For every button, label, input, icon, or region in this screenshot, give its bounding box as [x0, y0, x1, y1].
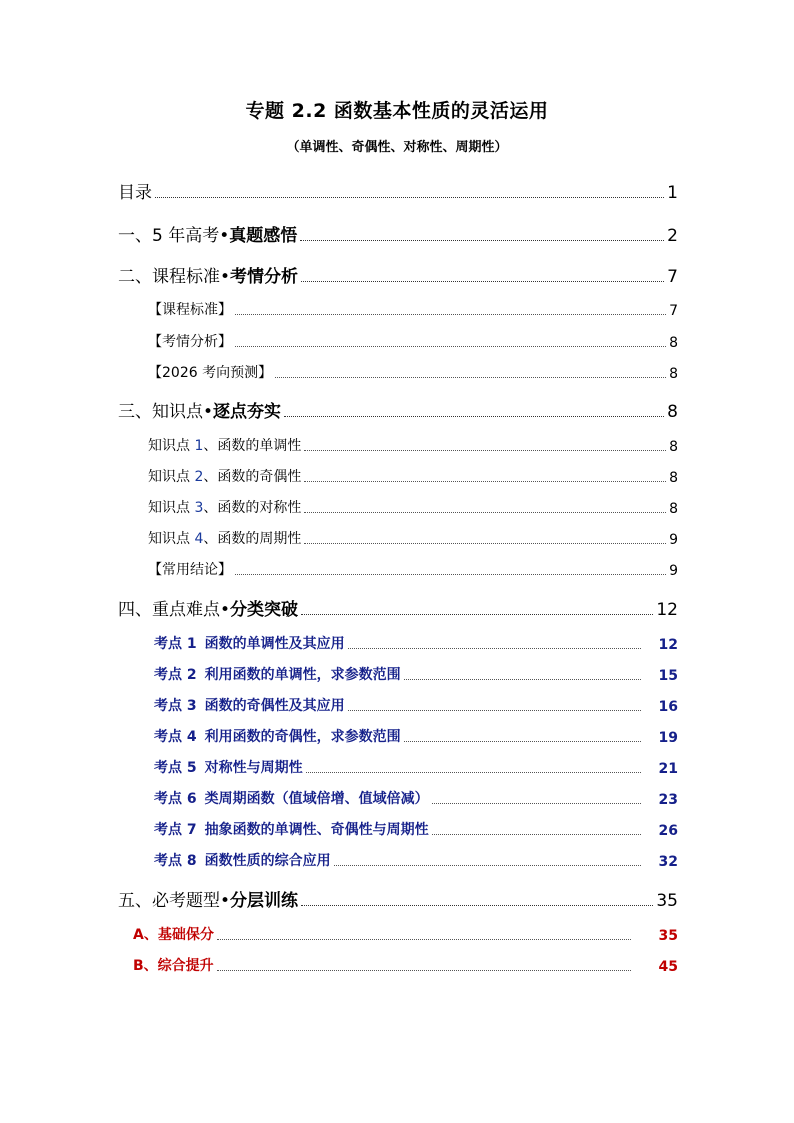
dot-leader — [301, 613, 653, 615]
toc-label: B、综合提升 — [133, 958, 214, 974]
toc-page: 9 — [669, 532, 678, 548]
dot-leader — [217, 938, 631, 940]
toc-page: 23 — [658, 792, 678, 808]
dot-leader — [304, 449, 666, 451]
toc-entry-knowledge-1[interactable] — [148, 435, 678, 455]
toc-page: 7 — [667, 267, 678, 287]
toc-entry-exam-point-8[interactable] — [154, 850, 678, 870]
toc-entry-contents[interactable] — [118, 178, 678, 203]
toc-page: 15 — [658, 668, 678, 684]
toc-label: A、基础保分 — [133, 927, 214, 943]
dot-leader — [432, 833, 641, 835]
toc-label: 【考情分析】 — [148, 334, 232, 350]
toc-label: 考点 7 抽象函数的单调性、奇偶性与周期性 — [154, 822, 429, 838]
toc-label: 一、5 年高考•真题感悟 — [118, 226, 298, 246]
toc-label: 五、必考题型•分层训练 — [118, 891, 299, 911]
toc-entry-forecast[interactable] — [148, 362, 678, 382]
toc-entry-exam-point-4[interactable] — [154, 726, 678, 746]
toc-label: 考点 8 函数性质的综合应用 — [154, 853, 331, 869]
toc-page: 26 — [658, 823, 678, 839]
toc-entry-exam-analysis[interactable] — [148, 331, 678, 351]
toc-entry-exam-point-2[interactable] — [154, 664, 678, 684]
dot-leader — [155, 196, 664, 198]
toc-page: 19 — [658, 730, 678, 746]
dot-leader — [306, 771, 641, 773]
toc-label: 考点 6 类周期函数（值域倍增、值域倍减） — [154, 791, 429, 807]
toc-label: 考点 4 利用函数的奇偶性，求参数范围 — [154, 729, 401, 745]
toc-page: 35 — [658, 928, 678, 944]
toc-label: 三、知识点•逐点夯实 — [118, 402, 282, 422]
toc-entry-exam-point-5[interactable] — [154, 757, 678, 777]
toc-page: 8 — [669, 501, 678, 517]
toc-page: 7 — [669, 303, 678, 319]
toc-entry-knowledge-2[interactable] — [148, 466, 678, 486]
toc-label: 【课程标准】 — [148, 302, 232, 318]
document-subtitle: （单调性、奇偶性、对称性、周期性） — [286, 140, 508, 155]
dot-leader — [301, 280, 664, 282]
toc-page: 8 — [669, 470, 678, 486]
toc-label: 考点 2 利用函数的单调性，求参数范围 — [154, 667, 401, 683]
toc-label: 知识点 2、函数的奇偶性 — [148, 469, 302, 485]
toc-page: 1 — [667, 183, 678, 203]
toc-entry-common-conclusions[interactable] — [148, 559, 678, 579]
toc-entry-course-standard[interactable] — [148, 299, 678, 319]
toc-entry-section-2[interactable] — [118, 262, 678, 287]
toc-entry-exam-point-3[interactable] — [154, 695, 678, 715]
toc-page: 35 — [656, 891, 678, 911]
dot-leader — [304, 542, 666, 544]
toc-page: 8 — [669, 439, 678, 455]
toc-entry-exam-point-1[interactable] — [154, 633, 678, 653]
toc-page: 8 — [669, 335, 678, 351]
toc-entry-knowledge-3[interactable] — [148, 497, 678, 517]
toc-page: 16 — [658, 699, 678, 715]
toc-page: 12 — [658, 637, 678, 653]
toc-label: 知识点 4、函数的周期性 — [148, 531, 302, 547]
toc-page: 12 — [656, 600, 678, 620]
toc-label: 知识点 3、函数的对称性 — [148, 500, 302, 516]
dot-leader — [217, 969, 631, 971]
dot-leader — [334, 864, 641, 866]
toc-label: 考点 3 函数的奇偶性及其应用 — [154, 698, 345, 714]
dot-leader — [404, 740, 641, 742]
document-title: 专题 2.2 函数基本性质的灵活运用 — [245, 100, 549, 122]
dot-leader — [432, 802, 641, 804]
dot-leader — [235, 345, 666, 347]
dot-leader — [304, 480, 666, 482]
toc-page: 32 — [658, 854, 678, 870]
toc-page: 8 — [667, 402, 678, 422]
toc-label: 考点 5 对称性与周期性 — [154, 760, 303, 776]
toc-entry-section-5[interactable] — [118, 886, 678, 911]
dot-leader — [304, 511, 666, 513]
dot-leader — [404, 678, 641, 680]
dot-leader — [275, 376, 666, 378]
dot-leader — [348, 709, 641, 711]
toc-label: 二、课程标准•考情分析 — [118, 267, 299, 287]
dot-leader — [300, 239, 664, 241]
toc-label: 知识点 1、函数的单调性 — [148, 438, 302, 454]
toc-page: 9 — [669, 563, 678, 579]
toc-label: 目录 — [118, 183, 152, 203]
dot-leader — [284, 415, 664, 417]
toc-label: 【常用结论】 — [148, 562, 232, 578]
dot-leader — [235, 313, 666, 315]
toc-page: 21 — [658, 761, 678, 777]
toc-entry-exam-point-7[interactable] — [154, 819, 678, 839]
toc-entry-knowledge-4[interactable] — [148, 528, 678, 548]
dot-leader — [235, 573, 666, 575]
toc-entry-basic-training[interactable] — [133, 924, 678, 944]
toc-label: 考点 1 函数的单调性及其应用 — [154, 636, 345, 652]
toc-label: 四、重点难点•分类突破 — [118, 600, 299, 620]
dot-leader — [348, 647, 641, 649]
dot-leader — [301, 904, 653, 906]
toc-page: 8 — [669, 366, 678, 382]
toc-page: 2 — [667, 226, 678, 246]
toc-entry-section-3[interactable] — [118, 397, 678, 422]
toc-entry-section-4[interactable] — [118, 595, 678, 620]
toc-entry-exam-point-6[interactable] — [154, 788, 678, 808]
toc-page: 45 — [658, 959, 678, 975]
toc-entry-section-1[interactable] — [118, 221, 678, 246]
toc-label: 【2026 考向预测】 — [148, 365, 273, 381]
toc-entry-advanced-training[interactable] — [133, 955, 678, 975]
